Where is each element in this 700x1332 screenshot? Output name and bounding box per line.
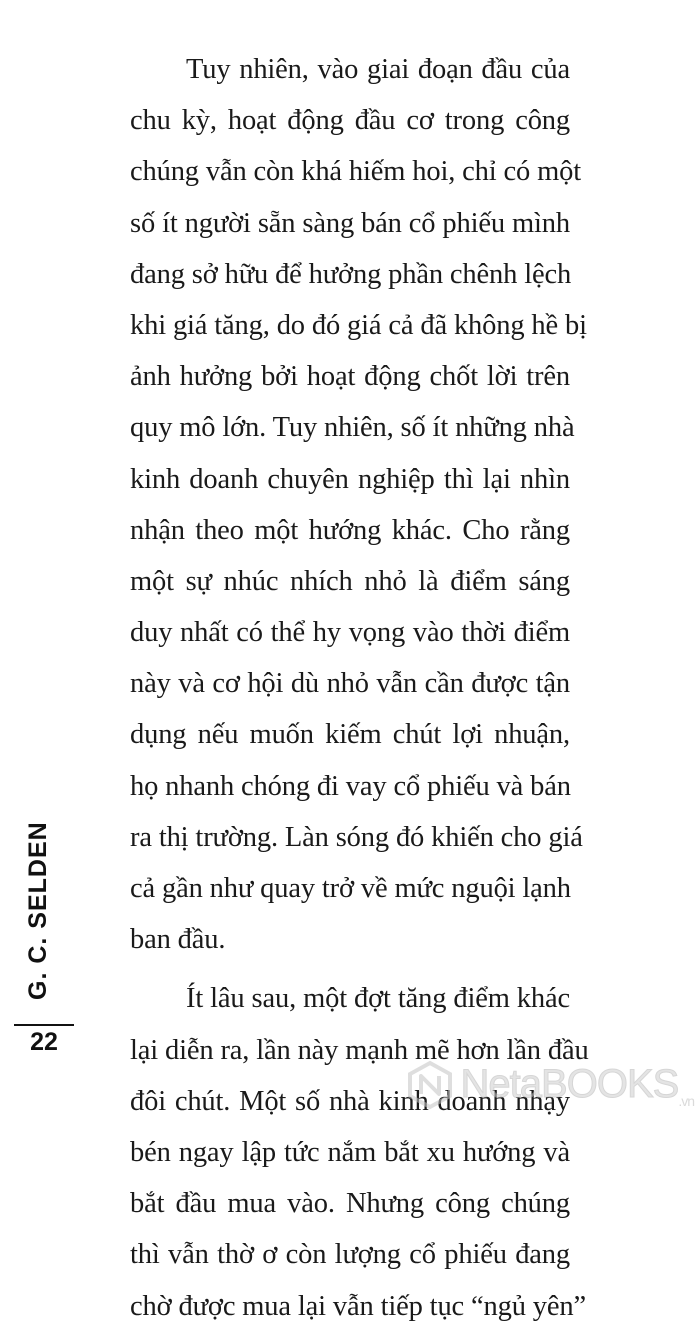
text-line: lại diễn ra, lần này mạnh mẽ hơn lần đầu (130, 1034, 589, 1066)
text-line: số ít người sẵn sàng bán cổ phiếu mình (130, 207, 570, 239)
text-line: này và cơ hội dù nhỏ vẫn cần được tận (130, 668, 570, 700)
netabooks-logo-icon (405, 1060, 455, 1110)
page-number: 22 (30, 1028, 58, 1056)
text-line: ban đầu. (130, 924, 226, 956)
text-line: thì vẫn thờ ơ còn lượng cổ phiếu đang (130, 1239, 570, 1271)
text-line: kinh doanh chuyên nghiệp thì lại nhìn (130, 463, 570, 495)
text-line: đôi chút. Một số nhà kinh doanh nhạy (130, 1085, 570, 1117)
watermark-brand: NetaBOOKS$_{.vn}$ (460, 1061, 694, 1109)
paragraph-spacer (130, 965, 570, 973)
text-line: họ nhanh chóng đi vay cổ phiếu và bán (130, 770, 571, 802)
text-line: dụng nếu muốn kiếm chút lợi nhuận, (130, 719, 570, 751)
text-line: chu kỳ, hoạt động đầu cơ trong công (130, 105, 570, 137)
watermark (405, 1058, 694, 1112)
text-line: chờ được mua lại vẫn tiếp tục “ngủ yên” (130, 1290, 586, 1322)
author-name: G. C. SELDEN (24, 821, 52, 1000)
text-line: quy mô lớn. Tuy nhiên, số ít những nhà (130, 412, 575, 444)
text-line: khi giá tăng, do đó giá cả đã không hề bị (130, 309, 587, 341)
text-line: bắt đầu mua vào. Nhưng công chúng (130, 1188, 570, 1220)
text-line: chúng vẫn còn khá hiếm hoi, chỉ có một (130, 156, 581, 188)
paragraph-1 (130, 44, 587, 965)
text-line: bén ngay lập tức nắm bắt xu hướng và (130, 1136, 570, 1168)
running-head-rule (14, 1024, 74, 1026)
text-line: ra thị trường. Làn sóng đó khiến cho giá (130, 821, 583, 853)
text-line: Tuy nhiên, vào giai đoạn đầu của (186, 54, 570, 85)
text-line: một sự nhúc nhích nhỏ là điểm sáng (130, 565, 570, 597)
text-line: ảnh hưởng bởi hoạt động chốt lời trên (130, 361, 570, 393)
text-line: đang sở hữu để hưởng phần chênh lệch (130, 258, 572, 290)
text-line: duy nhất có thể hy vọng vào thời điểm (130, 617, 570, 649)
text-line: nhận theo một hướng khác. Cho rằng (130, 514, 570, 546)
text-line: Ít lâu sau, một đợt tăng điểm khác (186, 983, 570, 1015)
text-line: cả gần như quay trở về mức nguội lạnh (130, 873, 571, 904)
